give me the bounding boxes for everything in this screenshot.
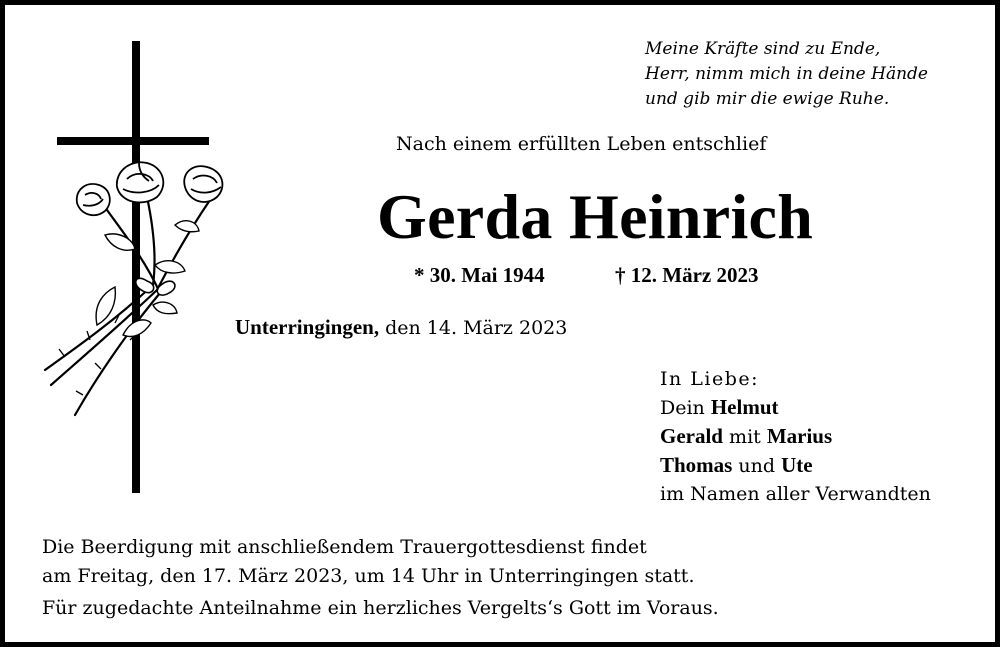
mourner-name: Marius (766, 424, 833, 448)
place-date-line (235, 315, 567, 340)
birth-date: * 30. Mai 1944 (414, 263, 545, 287)
deceased-name: Gerda Heinrich (377, 181, 814, 252)
poem-line: Meine Kräfte sind zu Ende, (645, 39, 881, 59)
mourners-heading: In Liebe: (660, 368, 760, 390)
thanks-text: Für zugedachte Anteilnahme ein herzliches Vergelts‘s Gott im Voraus. (42, 597, 719, 619)
mourner-line (660, 393, 931, 422)
cross-with-roses-icon (35, 35, 225, 500)
poem (645, 37, 985, 112)
funeral-line: Die Beerdigung mit anschließendem Trauergottesdienst findet (42, 536, 647, 558)
mourners-block (660, 365, 931, 508)
mourner-name: Helmut (710, 395, 779, 419)
place-date: den 14. März 2023 (385, 317, 568, 339)
death-date: † 12. März 2023 (615, 263, 759, 287)
mourner-line (660, 422, 931, 451)
funeral-info (42, 533, 695, 591)
intro-text: Nach einem erfüllten Leben entschlief (396, 133, 767, 155)
funeral-line: am Freitag, den 17. März 2023, um 14 Uhr in Unterringingen statt. (42, 565, 695, 587)
mourner-name: Thomas (660, 453, 733, 477)
mourner-line (660, 451, 931, 480)
mourner-joiner: mit (729, 426, 761, 448)
poem-line: Herr, nimm mich in deine Hände (645, 64, 928, 84)
mourner-name: Ute (781, 453, 813, 477)
mourner-name: Gerald (660, 424, 723, 448)
poem-line: und gib mir die ewige Ruhe. (645, 89, 890, 109)
place-name: Unterringingen, (235, 315, 380, 339)
mourner-joiner: und (738, 455, 776, 477)
mourner-prefix: Dein (660, 397, 705, 419)
mourner-line: im Namen aller Verwandten (660, 483, 931, 505)
